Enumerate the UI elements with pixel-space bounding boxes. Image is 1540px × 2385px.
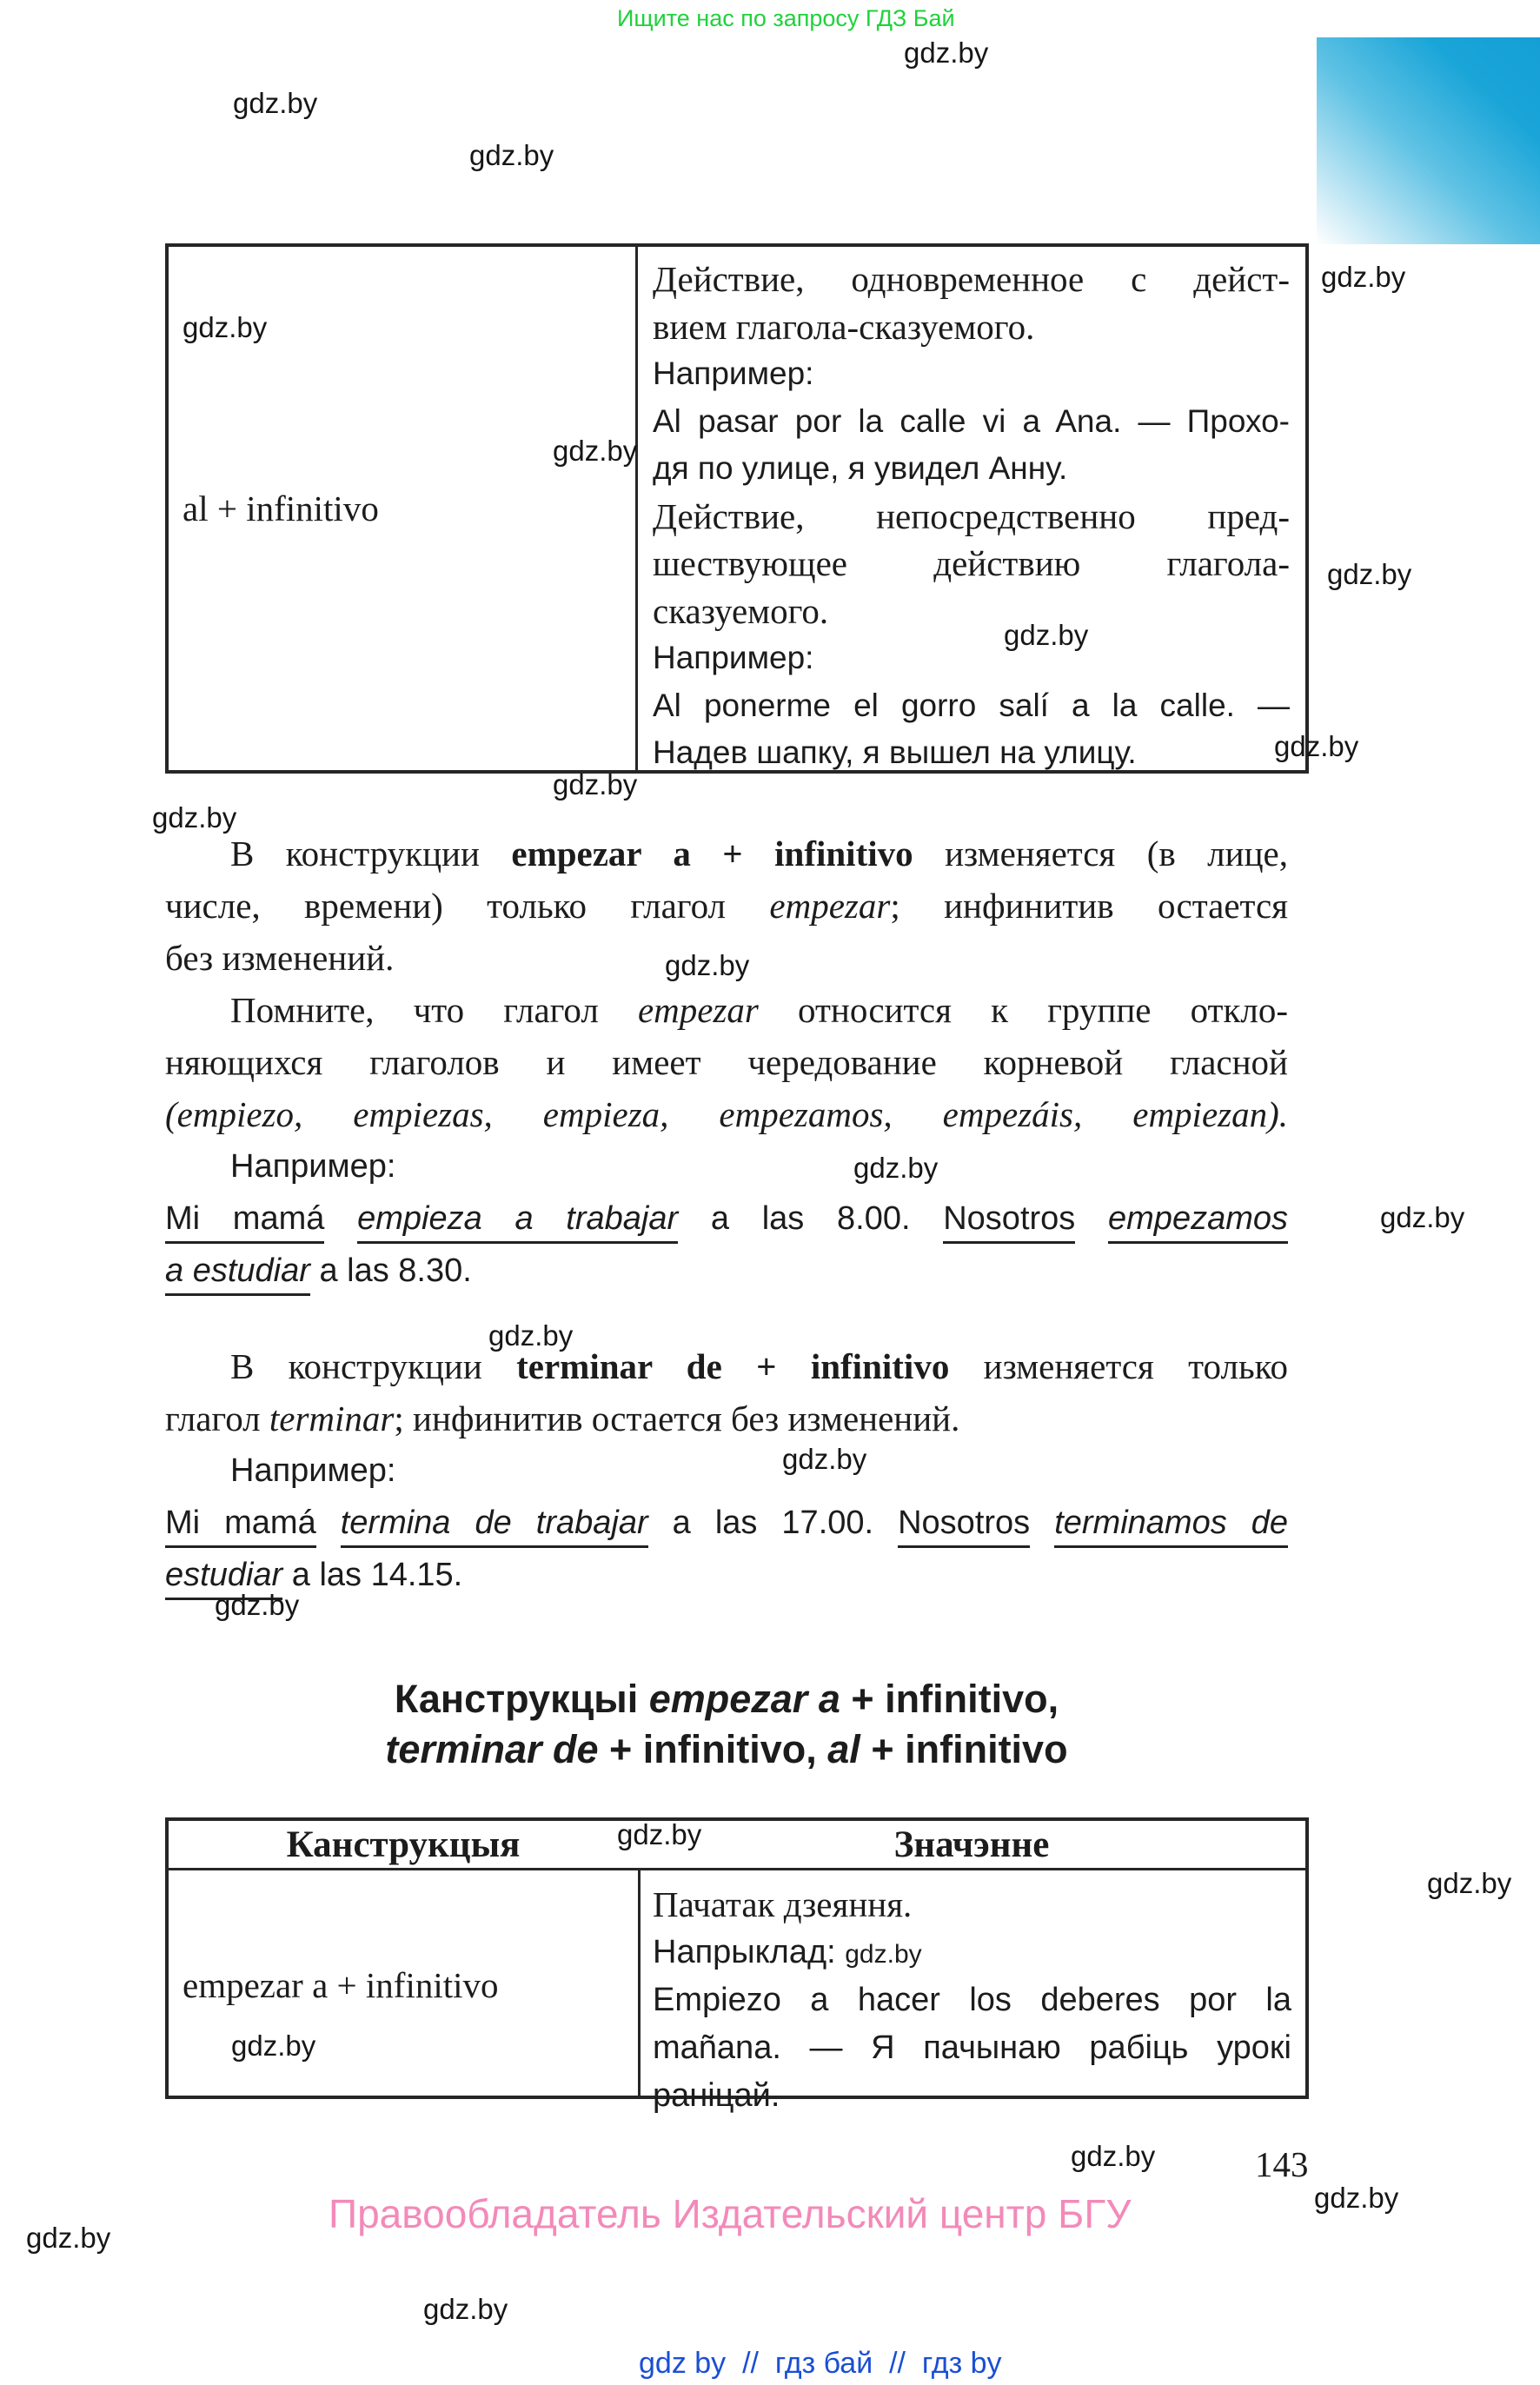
copyright-line: Правообладатель Издательский центр БГУ xyxy=(329,2191,1132,2236)
footer-links[interactable]: gdz by // гдз бай // гдз by xyxy=(639,2347,1002,2380)
watermark: gdz.by xyxy=(231,2030,316,2062)
table-line: Al pasar por la calle vi a Ana. — Прохо- xyxy=(653,402,1290,439)
table-line: вием глагола-сказуемого. xyxy=(653,306,1035,347)
table-line: Empiezo a hacer los deberes por la xyxy=(653,1982,1291,2018)
watermark: gdz.by xyxy=(1274,730,1359,762)
table-line: Например: xyxy=(653,640,814,675)
watermark: gdz.by xyxy=(469,139,554,171)
watermark: gdz.by xyxy=(1314,2182,1399,2214)
watermark: gdz.by xyxy=(1380,1201,1465,1233)
table-line: раніцай. xyxy=(653,2077,780,2114)
watermark: gdz.by xyxy=(183,311,268,343)
watermark: gdz.by xyxy=(665,949,750,981)
table-line: Напрыклад: gdz.by xyxy=(653,1934,922,1970)
table-line: Пачатак дзеяння. xyxy=(653,1884,913,1924)
body-line: Например: xyxy=(230,1148,396,1185)
heading-line: Канструкцыі empezar a + infinitivo, xyxy=(394,1677,1059,1721)
watermark: gdz.by xyxy=(853,1152,939,1184)
table2-header-row xyxy=(169,1821,1305,1870)
watermark: gdz.by xyxy=(553,768,638,801)
section-heading xyxy=(165,1674,1288,1775)
body-line: В конструкции empezar a + infinitivo изменяется (в лице, xyxy=(230,834,1288,874)
body-line: глагол terminar; инфинитив остается без изменений. xyxy=(165,1398,960,1438)
watermark: gdz.by xyxy=(26,2222,111,2254)
watermark: gdz.by xyxy=(1004,619,1089,651)
decor-blue-box xyxy=(1317,37,1540,244)
watermark: gdz.by xyxy=(1427,1867,1512,1899)
watermark: gdz.by xyxy=(1071,2140,1156,2172)
table-line: Действие, одновременное с дейст- xyxy=(653,259,1290,299)
table-line: Действие, непосредственно пред- xyxy=(653,495,1290,536)
heading-line: terminar de + infinitivo, al + infinitivo xyxy=(385,1727,1068,1771)
table2-meaning-cell xyxy=(641,1870,1305,2114)
grammar-table-al-infinitivo xyxy=(165,243,1309,774)
construction-label: al + infinitivo xyxy=(183,488,379,528)
body-line: Например: xyxy=(230,1452,396,1489)
watermark: gdz.by xyxy=(233,87,318,119)
table-line: шествующее действию глагола- xyxy=(653,543,1290,583)
body-line: Mi mamá termina de trabajar a las 17.00. Nosotros terminamos de xyxy=(165,1497,1288,1549)
body-line: Mi mamá empieza a trabajar a las 8.00. Nosotros empezamos xyxy=(165,1192,1288,1245)
body-line: a estudiar a las 8.30. xyxy=(165,1245,1288,1297)
watermark: gdz.by xyxy=(553,435,638,467)
table2-header-construction: Канструкцыя xyxy=(286,1824,521,1865)
body-line: Помните, что глагол empezar относится к группе откло- xyxy=(230,990,1288,1030)
page-number: 143 xyxy=(1255,2144,1309,2184)
watermark: gdz.by xyxy=(152,801,237,834)
watermark: gdz.by xyxy=(1321,261,1406,293)
watermark: gdz.by xyxy=(617,1818,702,1850)
body-line: (empiezo, empiezas, empieza, empezamos, empezáis, empiezan). xyxy=(165,1094,1288,1134)
body-line: без изменений. xyxy=(165,938,395,978)
table2-header-meaning: Значэнне xyxy=(893,1824,1050,1865)
table-line: Например: xyxy=(653,355,814,391)
constructions-table xyxy=(165,1817,1309,2114)
body-line: числе, времени) только глагол empezar; инфинитив остается xyxy=(165,886,1288,926)
watermark: gdz.by xyxy=(1327,558,1412,590)
table-line: Надев шапку, я вышел на улицу. xyxy=(653,734,1137,770)
watermark: gdz.by xyxy=(782,1443,867,1475)
watermark: gdz.by xyxy=(488,1319,574,1352)
table-line: Al ponerme el gorro salí a la calle. — xyxy=(653,687,1290,723)
body-text xyxy=(165,827,1288,1601)
promo-banner: Ищите нас по запросу ГДЗ Бай xyxy=(617,5,955,31)
watermark: gdz.by xyxy=(904,37,989,69)
paragraph-gap xyxy=(165,1297,1288,1340)
table1-meaning-cell xyxy=(641,247,1305,770)
table-line: mañana. — Я пачынаю рабіць урокі xyxy=(653,2030,1291,2066)
watermark: gdz.by xyxy=(215,1589,300,1621)
body-line: В конструкции terminar de + infinitivo изменяется только xyxy=(230,1346,1288,1386)
table-line: сказуемого. xyxy=(653,590,829,631)
construction-label: empezar a + infinitivo xyxy=(183,1965,499,2005)
body-line: няющихся глаголов и имеет чередование корневой гласной xyxy=(165,1042,1288,1082)
table-line: дя по улице, я увидел Анну. xyxy=(653,450,1068,486)
watermark: gdz.by xyxy=(423,2293,508,2325)
body-line: estudiar a las 14.15. xyxy=(165,1549,1288,1601)
